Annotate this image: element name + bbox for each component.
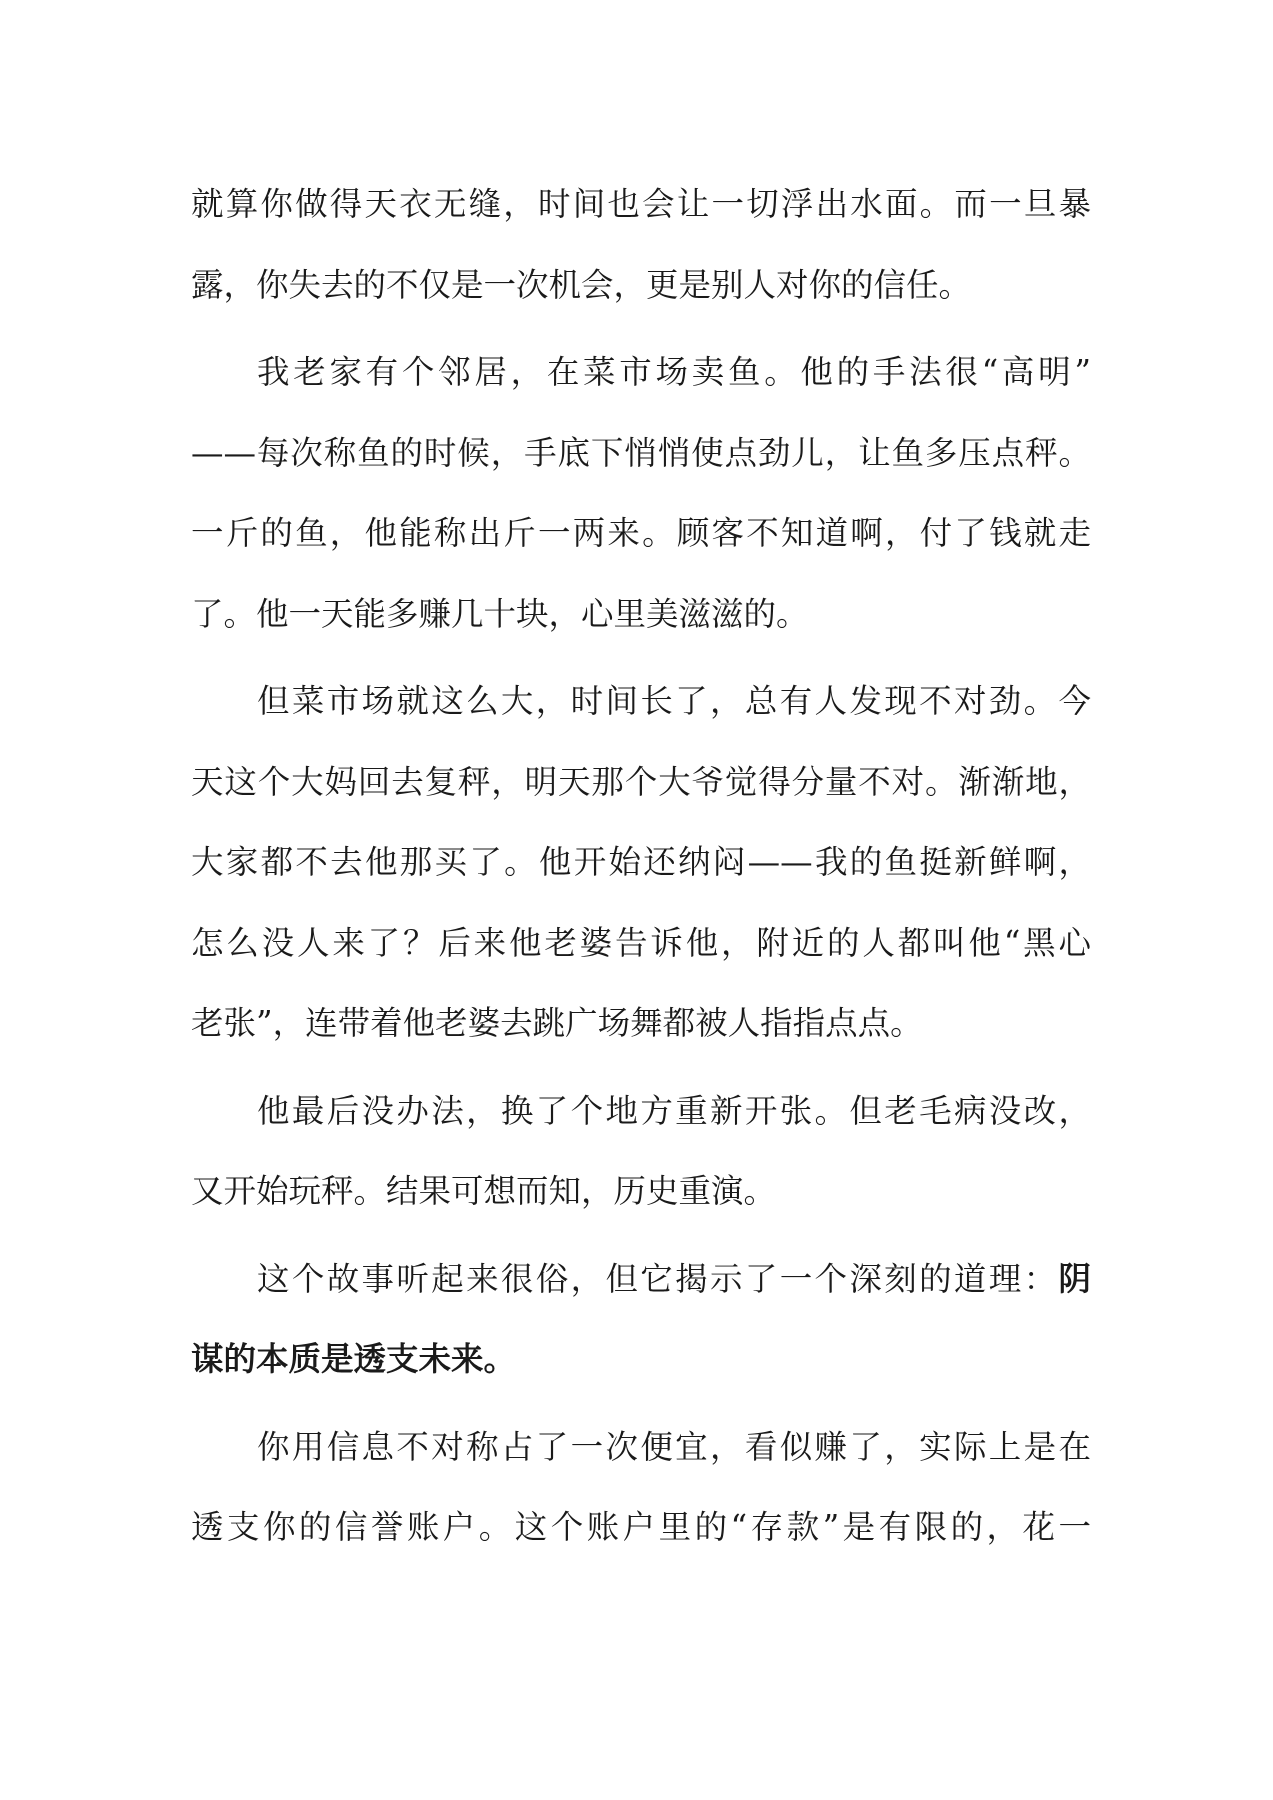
plain-text: 这个故事听起来很俗，但它揭示了一个深刻的道理：: [257, 1259, 1059, 1298]
text-line: [191, 1239, 1091, 1320]
text-line: 一斤的鱼，他能称出斤一两来。顾客不知道啊，付了钱就走: [191, 514, 1091, 552]
text-line: 天这个大妈回去复秤，明天那个大爷觉得分量不对。渐渐地，: [191, 762, 1091, 801]
text-line: 但菜市场就这么大，时间长了，总有人发现不对劲。今: [257, 682, 1091, 720]
paragraph: [191, 1071, 1091, 1232]
text-line: 大家都不去他那买了。他开始还纳闷——我的鱼挺新鲜啊，: [191, 843, 1091, 881]
paragraph: [191, 1407, 1091, 1568]
text-line: 你用信息不对称占了一次便宜，看似赚了，实际上是在: [257, 1427, 1091, 1466]
text-line: 就算你做得天衣无缝，时间也会让一切浮出水面。而一旦暴: [191, 185, 1091, 223]
text-line: 透支你的信誉账户。这个账户里的“存款”是有限的，花一: [191, 1508, 1091, 1546]
text-line: 他最后没办法，换了个地方重新开张。但老毛病没改，: [257, 1091, 1091, 1130]
text-line: 怎么没人来了？后来他老婆告诉他，附近的人都叫他“黑心: [191, 923, 1091, 962]
text-line: 露，你失去的不仅是一次机会，更是别人对你的信任。: [191, 265, 972, 304]
text-line: 老张”，连带着他老婆去跳广场舞都被人指指点点。: [191, 1004, 923, 1042]
emphasis-text: 谋的本质是透支未来。: [191, 1339, 517, 1378]
text-line: 又开始玩秤。结果可想而知，历史重演。: [191, 1172, 777, 1210]
emphasis-text: 阴: [1058, 1258, 1091, 1298]
text-line: 我老家有个邻居，在菜市场卖鱼。他的手法很“高明”: [257, 353, 1091, 391]
paragraph: [191, 1239, 1091, 1400]
paragraph: [191, 164, 1091, 325]
paragraph: [191, 332, 1091, 654]
text-line: ——每次称鱼的时候，手底下悄悄使点劲儿，让鱼多压点秤。: [191, 433, 1091, 472]
paragraph: [191, 661, 1091, 1064]
body-text: [191, 164, 1091, 1568]
text-line: 了。他一天能多赚几十块，心里美滋滋的。: [191, 594, 809, 633]
